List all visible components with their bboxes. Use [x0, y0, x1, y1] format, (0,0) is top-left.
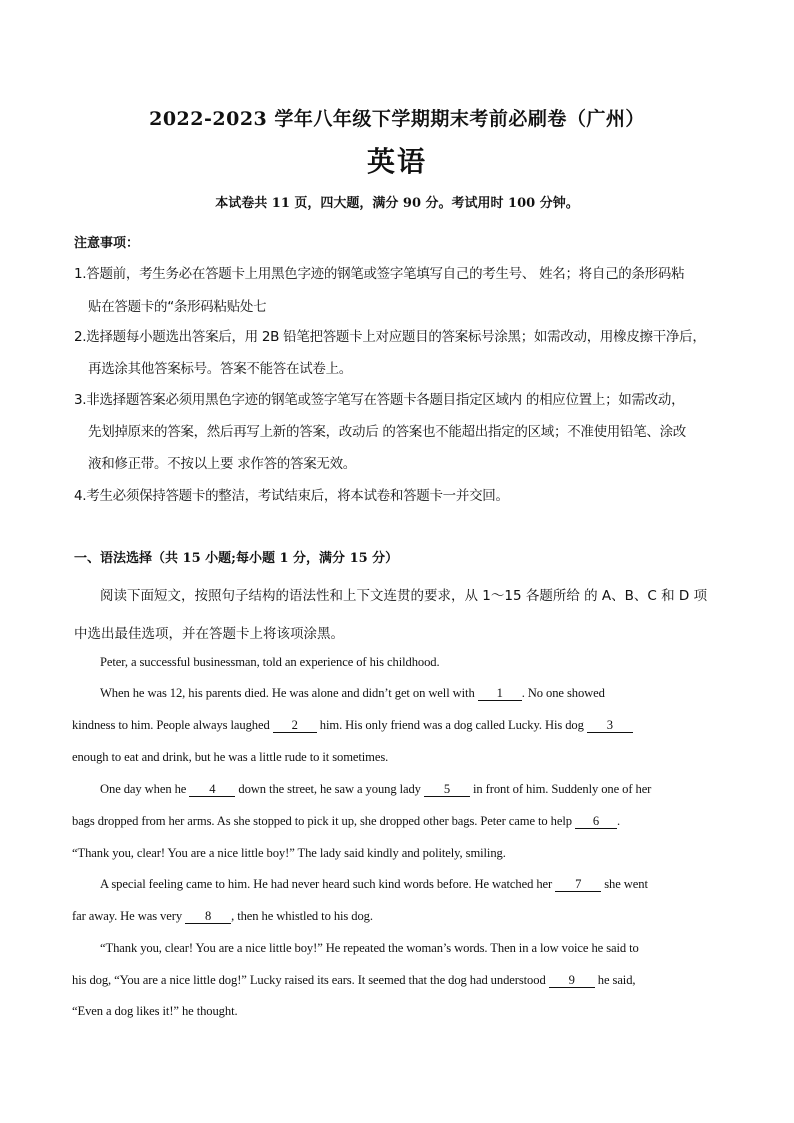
passage-text: “Thank you, clear! You are a nice little boy!” The lady said kindly and politely, smiling.: [72, 846, 506, 860]
passage-line: [100, 877, 648, 892]
passage-text: “Even a dog likes it!” he thought.: [72, 1004, 238, 1018]
passage-line: [72, 750, 388, 765]
passage-text: . No one showed: [521, 686, 605, 700]
passage-line: [100, 782, 651, 797]
passage-text: far away. He was very: [72, 909, 183, 923]
answer-blank-5: 5: [424, 783, 470, 797]
instruction-line: 阅读下面短文，按照句子结构的语法性和上下文连贯的要求，从 1～15 各题所给 的 A、B、C 和 D 项: [100, 588, 708, 604]
passage-text: she went: [604, 877, 648, 891]
notice-line: 4.考生必须保持答题卡的整洁，考试结束后，将本试卷和答题卡一并交回。: [74, 488, 509, 504]
passage-text: , then he whistled to his dog.: [231, 909, 373, 923]
exam-title: 2022-2023 学年八年级下学期期末考前必刷卷（广州）: [149, 108, 645, 130]
answer-blank-4: 4: [189, 783, 235, 797]
passage-text: he said,: [597, 973, 636, 987]
passage-text: him. His only friend was a dog called Lucky. His dog: [319, 718, 584, 732]
notice-line: 再选涂其他答案标号。答案不能答在试卷上。: [88, 361, 352, 377]
passage-text: his dog, “You are a nice little dog!” Lucky raised its ears. It seemed that the dog had understood: [72, 973, 546, 987]
answer-blank-9: 9: [549, 974, 595, 988]
notice-line: 3.非选择题答案必须用黑色字迹的钢笔或签字笔写在答题卡各题目指定区域内 的相应位置上；如需改动，: [74, 392, 685, 408]
passage-text: kindness to him. People always laughed: [72, 718, 270, 732]
answer-blank-2: 2: [273, 719, 317, 733]
passage-text: bags dropped from her arms. As she stopped to pick it up, she dropped other bags. Peter came to help: [72, 814, 572, 828]
passage-line: [100, 655, 440, 670]
answer-blank-1: 1: [478, 687, 522, 701]
passage-line: [72, 718, 633, 733]
passage-line: [100, 941, 639, 956]
subject-title: 英语: [366, 145, 427, 178]
section-heading: 一、语法选择（共 15 小题;每小题 1 分，满分 15 分）: [74, 551, 399, 566]
notice-line: 贴在答题卡的“条形码粘贴处七: [88, 299, 267, 315]
passage-line: [72, 909, 373, 924]
passage-text: One day when he: [100, 782, 187, 796]
passage-line: [72, 846, 506, 861]
answer-blank-3: 3: [587, 719, 633, 733]
passage-text: “Thank you, clear! You are a nice little boy!” He repeated the woman’s words. Then in a low voice he said to: [100, 941, 639, 955]
notice-heading: 注意事项：: [74, 236, 140, 251]
passage-text: enough to eat and drink, but he was a little rude to it sometimes.: [72, 750, 389, 764]
notice-line: 1.答题前，考生务必在答题卡上用黑色字迹的钢笔或签字笔填写自己的考生号、 姓名；将自己的条形码粘: [74, 266, 685, 282]
notice-line: 液和修正带。不按以上要 求作答的答案无效。: [88, 456, 356, 472]
passage-line: [72, 814, 620, 829]
passage-line: [72, 973, 635, 988]
passage-text: in front of him. Suddenly one of her: [473, 782, 652, 796]
answer-blank-8: 8: [185, 910, 231, 924]
passage-line: [100, 686, 605, 701]
exam-info: 本试卷共 11 页，四大题，满分 90 分。考试用时 100 分钟。: [215, 196, 579, 211]
passage-text: When he was 12, his parents died. He was alone and didn’t get on well with: [100, 686, 475, 700]
passage-line: [72, 1004, 238, 1019]
answer-blank-7: 7: [555, 878, 601, 892]
passage-text: Peter, a successful businessman, told an experience of his childhood.: [100, 655, 440, 669]
notice-line: 2.选择题每小题选出答案后，用 2B 铅笔把答题卡上对应题目的答案标号涂黑；如需改动，用橡皮擦干净后，: [74, 329, 706, 345]
answer-blank-6: 6: [575, 815, 617, 829]
instruction-line: 中选出最佳选项，并在答题卡上将该项涂黑。: [74, 626, 344, 642]
notice-line: 先划掉原来的答案，然后再写上新的答案，改动后 的答案也不能超出指定的区域；不准使用铅笔、涂改: [88, 424, 686, 440]
passage-text: A special feeling came to him. He had never heard such kind words before. He watched her: [100, 877, 553, 891]
passage-text: down the street, he saw a young lady: [238, 782, 421, 796]
passage-text: .: [617, 814, 621, 828]
